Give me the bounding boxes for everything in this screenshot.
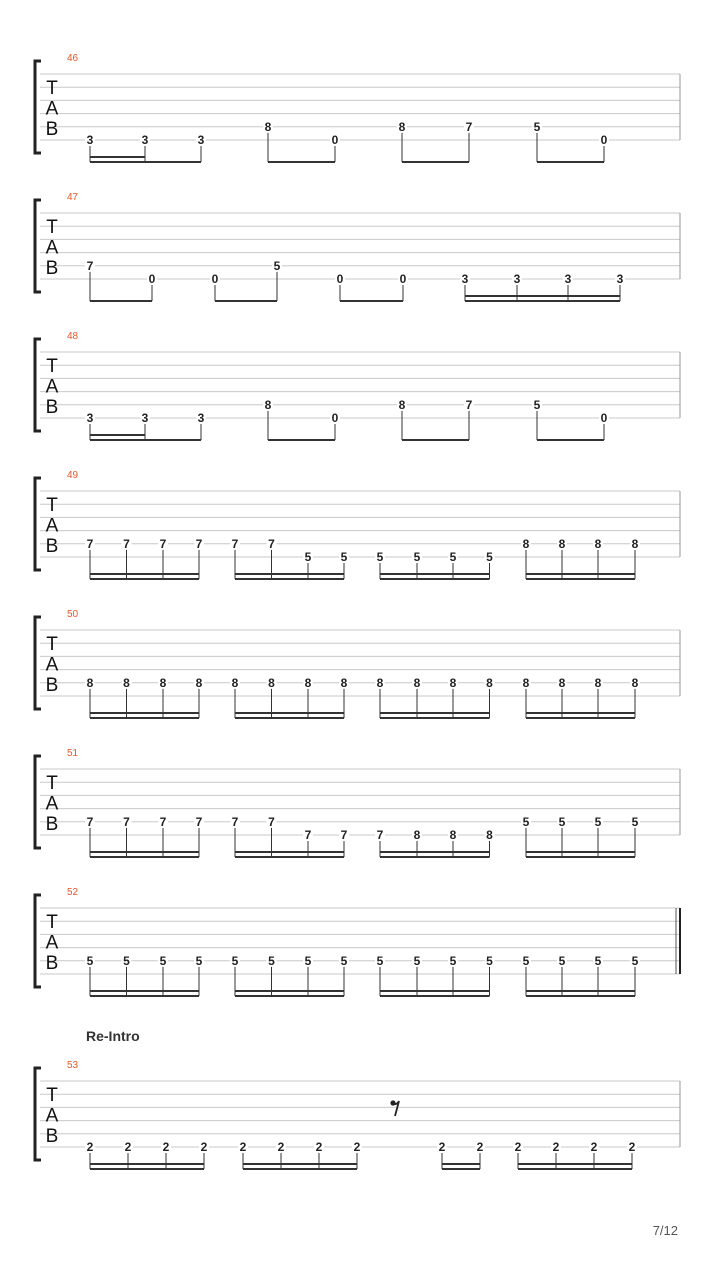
fret-number: 3: [564, 272, 572, 286]
fret-number: 5: [273, 258, 281, 273]
fret-number: 5: [159, 953, 167, 968]
tab-clef-letter: A: [45, 237, 59, 259]
tab-clef-letter: T: [46, 217, 58, 238]
fret-number: 8: [123, 675, 130, 690]
system-bracket: [35, 1068, 41, 1160]
fret-number: 7: [123, 536, 130, 551]
tab-clef-letter: B: [45, 397, 59, 418]
fret-number: 5: [486, 953, 493, 968]
fret-number: 5: [231, 953, 239, 968]
system-bracket: [35, 61, 41, 153]
fret-number: 2: [315, 1140, 323, 1154]
fret-number: 2: [552, 1140, 560, 1154]
fret-number: 8: [594, 536, 602, 551]
fret-number: 0: [600, 133, 608, 147]
fret-number: 8: [558, 536, 566, 551]
fret-number: 5: [376, 953, 384, 968]
fret-number: 8: [195, 675, 203, 690]
fret-number: 8: [268, 675, 275, 690]
fret-number: 3: [86, 411, 94, 425]
measure-number: 47: [67, 192, 79, 203]
measure-number: 49: [67, 470, 79, 481]
system-bracket: [35, 756, 41, 848]
system-bracket: [35, 895, 41, 987]
fret-number: 8: [304, 675, 312, 690]
fret-number: 8: [159, 675, 167, 690]
fret-number: 5: [413, 953, 421, 968]
tab-system-46: [35, 53, 680, 162]
measure-number: 52: [67, 887, 79, 898]
tab-clef-letter: A: [45, 98, 59, 120]
fret-number: 5: [486, 550, 493, 564]
fret-number: 7: [340, 828, 348, 842]
page-number-text: 7/12: [652, 1223, 678, 1238]
tab-clef-letter: A: [45, 376, 59, 398]
fret-number: 7: [195, 814, 203, 829]
fret-number: 3: [141, 411, 149, 425]
fret-number: 5: [123, 953, 130, 968]
fret-number: 5: [340, 550, 348, 564]
fret-number: 8: [631, 675, 639, 690]
fret-number: 5: [533, 119, 541, 134]
eighth-rest: [390, 1100, 399, 1116]
tab-clef-letter: T: [46, 773, 58, 794]
tab-clef-letter: B: [45, 814, 59, 835]
fret-number: 3: [197, 411, 205, 425]
tab-clef-letter: T: [46, 78, 58, 99]
tab-clef-letter: A: [45, 1105, 59, 1127]
fret-number: 8: [86, 675, 94, 690]
fret-number: 7: [86, 536, 94, 551]
fret-number: 2: [200, 1140, 208, 1154]
measure-number: 48: [67, 331, 79, 342]
system-bracket: [35, 478, 41, 570]
fret-number: 5: [86, 953, 94, 968]
fret-number: 5: [631, 953, 639, 968]
fret-number: 0: [336, 272, 344, 286]
tab-clef-letter: B: [45, 1126, 59, 1147]
tab-clef-letter: B: [45, 675, 59, 696]
fret-number: 3: [197, 133, 205, 147]
fret-number: 0: [211, 272, 219, 286]
fret-number: 5: [376, 550, 384, 564]
fret-number: 8: [398, 119, 406, 134]
fret-number: 7: [123, 814, 130, 829]
fret-number: 2: [124, 1140, 132, 1154]
fret-number: 8: [398, 397, 406, 412]
fret-number: 0: [331, 411, 339, 425]
fret-number: 8: [264, 119, 272, 134]
tab-clef-letter: T: [46, 634, 58, 655]
system-bracket: [35, 339, 41, 431]
tab-clef-letter: B: [45, 536, 59, 557]
fret-number: 8: [376, 675, 384, 690]
tab-clef-letter: A: [45, 654, 59, 676]
fret-number: 8: [340, 675, 348, 690]
fret-number: 0: [148, 272, 156, 286]
fret-number: 5: [558, 814, 566, 829]
fret-number: 8: [413, 828, 421, 842]
measure-number: 50: [67, 609, 79, 620]
system-bracket: [35, 200, 41, 292]
fret-number: 7: [159, 536, 167, 551]
fret-number: 0: [600, 411, 608, 425]
fret-number: 2: [514, 1140, 522, 1154]
fret-number: 7: [195, 536, 203, 551]
measure-number: 46: [67, 53, 79, 64]
fret-number: 2: [590, 1140, 598, 1154]
fret-number: 5: [594, 953, 602, 968]
measure-number: 51: [67, 748, 79, 759]
tab-system-50: [35, 609, 680, 718]
fret-number: 8: [631, 536, 639, 551]
tab-clef-letter: A: [45, 932, 59, 954]
fret-number: 8: [558, 675, 566, 690]
fret-number: 5: [533, 397, 541, 412]
fret-number: 8: [449, 675, 457, 690]
fret-number: 7: [268, 536, 275, 551]
fret-number: 2: [438, 1140, 446, 1154]
fret-number: 3: [616, 272, 624, 286]
fret-number: 7: [376, 828, 384, 842]
fret-number: 7: [159, 814, 167, 829]
fret-number: 3: [86, 133, 94, 147]
fret-number: 8: [231, 675, 239, 690]
fret-number: 5: [449, 550, 457, 564]
fret-number: 3: [461, 272, 469, 286]
tab-clef-letter: T: [46, 495, 58, 516]
fret-number: 7: [465, 119, 473, 134]
measure-number: 53: [67, 1060, 79, 1071]
fret-number: 2: [353, 1140, 361, 1154]
fret-number: 5: [304, 550, 312, 564]
fret-number: 8: [486, 675, 493, 690]
tab-system-52: [35, 887, 680, 996]
tab-clef-letter: T: [46, 356, 58, 377]
fret-number: 2: [86, 1140, 94, 1154]
fret-number: 5: [449, 953, 457, 968]
system-bracket: [35, 617, 41, 709]
fret-number: 8: [449, 828, 457, 842]
fret-number: 0: [331, 133, 339, 147]
tab-system-53: [35, 1028, 680, 1169]
fret-number: 5: [413, 550, 421, 564]
fret-number: 5: [304, 953, 312, 968]
tab-system-48: [35, 331, 680, 440]
fret-number: 7: [86, 258, 94, 273]
tab-clef-letter: B: [45, 258, 59, 279]
fret-number: 8: [522, 536, 530, 551]
tab-clef-letter: B: [45, 119, 59, 140]
fret-number: 2: [162, 1140, 170, 1154]
tab-system-49: [35, 470, 680, 579]
fret-number: 5: [558, 953, 566, 968]
fret-number: 5: [268, 953, 275, 968]
fret-number: 5: [594, 814, 602, 829]
fret-number: 2: [239, 1140, 247, 1154]
fret-number: 8: [594, 675, 602, 690]
fret-number: 7: [231, 814, 239, 829]
fret-number: 8: [264, 397, 272, 412]
fret-number: 2: [628, 1140, 636, 1154]
tab-system-47: [35, 192, 680, 301]
fret-number: 3: [513, 272, 521, 286]
fret-number: 7: [465, 397, 473, 412]
fret-number: 5: [522, 814, 530, 829]
tab-clef-letter: B: [45, 953, 59, 974]
fret-number: 2: [476, 1140, 484, 1154]
section-label: Re-Intro: [86, 1028, 140, 1044]
fret-number: 0: [399, 272, 407, 286]
fret-number: 5: [195, 953, 203, 968]
fret-number: 8: [486, 828, 493, 842]
fret-number: 8: [522, 675, 530, 690]
fret-number: 7: [231, 536, 239, 551]
fret-number: 5: [631, 814, 639, 829]
fret-number: 7: [304, 828, 312, 842]
tab-clef-letter: T: [46, 912, 58, 933]
fret-number: 5: [340, 953, 348, 968]
fret-number: 7: [268, 814, 275, 829]
fret-number: 8: [413, 675, 421, 690]
fret-number: 2: [277, 1140, 285, 1154]
tab-clef-letter: T: [46, 1085, 58, 1106]
fret-number: 7: [86, 814, 94, 829]
fret-number: 3: [141, 133, 149, 147]
tab-system-51: [35, 748, 680, 857]
tab-clef-letter: A: [45, 793, 59, 815]
tab-clef-letter: A: [45, 515, 59, 537]
fret-number: 5: [522, 953, 530, 968]
